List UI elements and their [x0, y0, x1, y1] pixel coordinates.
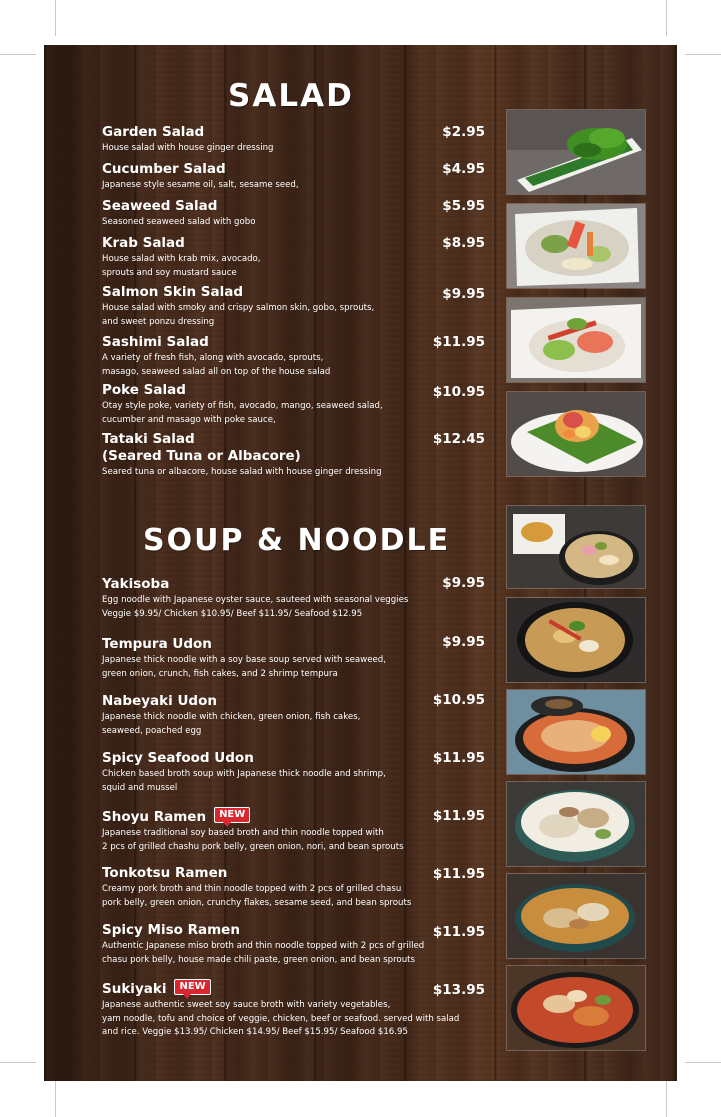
sukiyaki-photo — [506, 965, 646, 1051]
item-name: Sashimi Salad — [102, 334, 209, 350]
crop-mark — [666, 1081, 667, 1117]
seaweed-salad-photo — [506, 109, 646, 195]
shoyu-ramen-photo — [506, 781, 646, 867]
menu-item — [102, 334, 486, 378]
item-price: $11.95 — [432, 750, 485, 766]
crop-mark — [55, 1081, 56, 1117]
krab-salad-photo — [506, 203, 646, 289]
item-price: $9.95 — [442, 575, 485, 591]
item-desc: House salad with house ginger dressing — [102, 143, 274, 153]
item-name-secondary: (Seared Tuna or Albacore) — [102, 448, 301, 464]
menu-item — [102, 576, 486, 620]
item-name-text: Shoyu Ramen — [102, 809, 207, 825]
salmon-skin-salad-photo — [506, 297, 646, 383]
menu-item — [102, 431, 486, 479]
item-desc: 2 pcs of grilled chashu pork belly, green onion, nori, and bean sprouts — [102, 841, 404, 852]
item-price: $8.95 — [442, 235, 485, 251]
item-name — [102, 807, 486, 826]
menu-item — [102, 382, 486, 426]
item-desc: seaweed, poached egg — [102, 725, 202, 736]
item-name: Seaweed Salad — [102, 198, 218, 214]
item-desc: and sweet ponzu dressing — [102, 316, 215, 327]
menu-item — [102, 865, 486, 909]
item-name — [102, 979, 486, 998]
item-desc: Japanese thick noodle with a soy base soup served with seaweed, — [102, 655, 386, 665]
menu-item — [102, 922, 486, 966]
item-desc: cucumber and masago with poke sauce, — [102, 414, 276, 425]
poke-salad-photo — [506, 391, 646, 477]
item-price: $5.95 — [442, 198, 485, 214]
item-price: $10.95 — [432, 384, 485, 400]
item-desc: Japanese style sesame oil, salt, sesame seed, — [102, 180, 299, 190]
item-price: $9.95 — [442, 634, 485, 650]
item-desc: Creamy pork broth and thin noodle topped with 2 pcs of grilled chasu — [102, 884, 402, 894]
item-desc: squid and mussel — [102, 782, 178, 793]
menu-item — [102, 979, 486, 1039]
menu-board — [44, 45, 677, 1081]
item-desc: Seared tuna or albacore, house salad with house ginger dressing — [102, 467, 382, 477]
crop-mark — [666, 0, 667, 36]
item-desc: green onion, crunch, fish cakes, and 2 shrimp tempura — [102, 668, 338, 679]
item-price: $13.95 — [432, 982, 485, 998]
item-desc: A variety of fresh fish, along with avocado, sprouts, — [102, 353, 324, 363]
item-desc: House salad with krab mix, avocado, — [102, 254, 261, 264]
item-name: Nabeyaki Udon — [102, 693, 217, 709]
item-price: $10.95 — [432, 692, 485, 708]
tonkotsu-ramen-photo — [506, 873, 646, 959]
yakisoba-photo — [506, 505, 646, 589]
item-price: $11.95 — [432, 866, 485, 882]
item-desc: Egg noodle with Japanese oyster sauce, sauteed with seasonal veggies — [102, 595, 409, 605]
item-name: Garden Salad — [102, 124, 205, 140]
item-name: Tataki Salad — [102, 431, 195, 447]
item-desc: House salad with smoky and crispy salmon skin, gobo, sprouts, — [102, 303, 375, 313]
crop-mark — [685, 54, 721, 55]
item-name: Spicy Seafood Udon — [102, 750, 254, 766]
item-desc: sprouts and soy mustard sauce — [102, 267, 237, 278]
item-desc: masago, seaweed salad all on top of the house salad — [102, 366, 331, 377]
nabeyaki-udon-photo — [506, 689, 646, 775]
new-badge: NEW — [174, 979, 210, 995]
item-desc: chasu pork belly, house made chili paste, green onion, and bean sprouts — [102, 954, 415, 965]
soup-noodle-section-title: SOUP & NOODLE — [143, 523, 451, 558]
item-price: $12.45 — [432, 431, 485, 447]
item-price: $2.95 — [442, 124, 485, 140]
crop-mark — [0, 1062, 36, 1063]
menu-item — [102, 750, 486, 794]
item-name: Salmon Skin Salad — [102, 284, 243, 300]
menu-item — [102, 198, 486, 229]
item-desc: Chicken based broth soup with Japanese thick noodle and shrimp, — [102, 769, 386, 779]
menu-item — [102, 161, 486, 192]
item-name: Yakisoba — [102, 576, 170, 592]
item-price: $4.95 — [442, 161, 485, 177]
item-desc: Authentic Japanese miso broth and thin noodle topped with 2 pcs of grilled — [102, 941, 425, 951]
menu-item — [102, 807, 486, 853]
item-name: Tonkotsu Ramen — [102, 865, 228, 881]
item-desc: Otay style poke, variety of fish, avocado, mango, seaweed salad, — [102, 401, 383, 411]
menu-item — [102, 693, 486, 737]
item-name: Krab Salad — [102, 235, 185, 251]
menu-item — [102, 284, 486, 328]
item-desc: Japanese traditional soy based broth and thin noodle topped with — [102, 828, 384, 838]
item-name-text: Sukiyaki — [102, 981, 167, 997]
crop-mark — [0, 54, 36, 55]
menu-item — [102, 235, 486, 279]
item-name: Poke Salad — [102, 382, 186, 398]
item-desc: pork belly, green onion, crunchy flakes, sesame seed, and bean sprouts — [102, 897, 412, 908]
item-price: $11.95 — [432, 808, 485, 824]
item-price: $11.95 — [432, 924, 485, 940]
menu-item — [102, 636, 486, 680]
new-badge: NEW — [214, 807, 250, 823]
crop-mark — [685, 1062, 721, 1063]
item-desc: Japanese authentic sweet soy sauce broth with variety vegetables, — [102, 1000, 391, 1010]
item-price: $11.95 — [432, 334, 485, 350]
item-desc: Japanese thick noodle with chicken, green onion, fish cakes, — [102, 712, 361, 722]
item-desc: yam noodle, tofu and choice of veggie, chicken, beef or seafood. served with salad — [102, 1013, 460, 1024]
item-desc: Seasoned seaweed salad with gobo — [102, 217, 256, 227]
crop-mark — [55, 0, 56, 36]
item-price: $9.95 — [442, 286, 485, 302]
tempura-udon-photo — [506, 597, 646, 683]
item-name: Spicy Miso Ramen — [102, 922, 240, 938]
item-desc: Veggie $9.95/ Chicken $10.95/ Beef $11.95/ Seafood $12.95 — [102, 608, 363, 619]
item-name: Cucumber Salad — [102, 161, 226, 177]
salad-section-title: SALAD — [228, 78, 354, 114]
item-name: Tempura Udon — [102, 636, 212, 652]
menu-item — [102, 124, 486, 155]
item-desc: and rice. Veggie $13.95/ Chicken $14.95/ Beef $15.95/ Seafood $16.95 — [102, 1027, 408, 1037]
